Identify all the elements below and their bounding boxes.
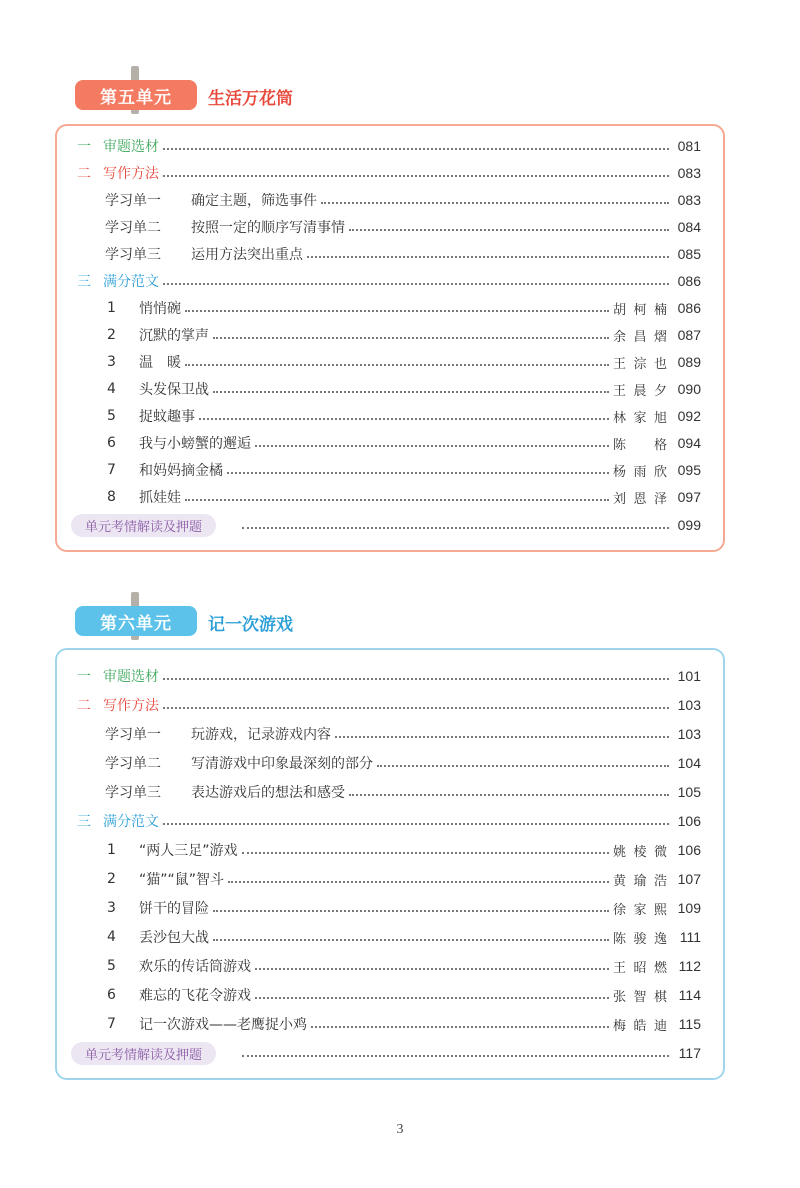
toc-essay-row[interactable] — [107, 324, 701, 346]
section-number: 三 — [77, 814, 91, 830]
section-number: 二 — [77, 166, 91, 182]
page-ref: 086 — [677, 300, 701, 316]
leader-dots — [349, 794, 669, 796]
leader-dots — [213, 910, 609, 912]
essay-title: 记一次游戏——老鹰捉小鸡 — [139, 1017, 307, 1033]
essay-title: “猫”“鼠”智斗 — [139, 872, 225, 888]
leader-dots — [242, 852, 609, 854]
essay-author: 姚棱微 — [613, 844, 667, 860]
leader-dots — [213, 939, 609, 941]
toc-essay-row[interactable] — [107, 378, 701, 400]
lesson-text: 玩游戏，记录游戏内容 — [191, 727, 331, 743]
lesson-key: 学习单一 — [105, 727, 161, 743]
leader-dots — [255, 968, 609, 970]
page-ref: 099 — [677, 517, 701, 533]
page-ref: 104 — [677, 755, 701, 771]
leader-dots — [228, 881, 609, 883]
lesson-key: 学习单三 — [105, 785, 161, 801]
page-ref: 101 — [677, 668, 701, 684]
section-label: 审题选材 — [103, 139, 159, 155]
unit6-title: 记一次游戏 — [208, 615, 293, 635]
lesson-text: 表达游戏后的想法和感受 — [191, 785, 345, 801]
leader-dots — [185, 499, 609, 501]
page-ref: 095 — [677, 462, 701, 478]
lesson-text: 按照一定的顺序写清事情 — [191, 220, 345, 236]
toc-essay-row[interactable] — [107, 926, 701, 948]
section-number: 三 — [77, 274, 91, 290]
page-ref: 084 — [677, 219, 701, 235]
lesson-text: 写清游戏中印象最深刻的部分 — [191, 756, 373, 772]
page-ref: 089 — [677, 354, 701, 370]
essay-title: 温 暖 — [139, 355, 181, 371]
toc-section-row[interactable] — [77, 665, 701, 687]
essay-author: 林家旭 — [613, 410, 667, 426]
toc-unit-review-row[interactable] — [71, 514, 701, 536]
essay-title: 和妈妈摘金橘 — [139, 463, 223, 479]
leader-dots — [321, 202, 669, 204]
essay-number: 5 — [107, 408, 116, 424]
essay-author: 余昌熠 — [613, 329, 667, 345]
leader-dots — [307, 256, 669, 258]
leader-dots — [199, 418, 609, 420]
toc-essay-row[interactable] — [107, 955, 701, 977]
toc-essay-row[interactable] — [107, 432, 701, 454]
toc-essay-row[interactable] — [107, 297, 701, 319]
toc-lesson-row[interactable] — [105, 752, 701, 774]
toc-essay-row[interactable] — [107, 1013, 701, 1035]
essay-number: 3 — [107, 900, 116, 916]
leader-dots — [185, 310, 609, 312]
essay-author: 陈骏逸 — [613, 931, 667, 947]
page-ref: 085 — [677, 246, 701, 262]
essay-title: 捉蚊趣事 — [139, 409, 195, 425]
unit-review-pill: 单元考情解读及押题 — [71, 514, 216, 537]
toc-lesson-row[interactable] — [105, 781, 701, 803]
section-number: 二 — [77, 698, 91, 714]
page-ref: 117 — [678, 1045, 701, 1061]
toc-lesson-row[interactable] — [105, 243, 701, 265]
leader-dots — [213, 391, 609, 393]
page-ref: 094 — [677, 435, 701, 451]
leader-dots — [349, 229, 669, 231]
lesson-text: 确定主题，筛选事件 — [191, 193, 317, 209]
leader-dots — [163, 148, 669, 150]
leader-dots — [185, 364, 609, 366]
essay-number: 7 — [107, 462, 116, 478]
essay-title: 欢乐的传话筒游戏 — [139, 959, 251, 975]
toc-unit-review-row[interactable] — [71, 1042, 701, 1064]
essay-author: 梅皓迪 — [613, 1018, 667, 1034]
leader-dots — [377, 765, 669, 767]
section-number: 一 — [77, 669, 91, 685]
lesson-key: 学习单二 — [105, 220, 161, 236]
essay-author: 徐家熙 — [613, 902, 667, 918]
toc-section-row[interactable] — [77, 810, 701, 832]
toc-lesson-row[interactable] — [105, 723, 701, 745]
lesson-key: 学习单二 — [105, 756, 161, 772]
essay-author: 黄瑜浩 — [613, 873, 667, 889]
page-ref: 111 — [679, 929, 701, 945]
essay-number: 1 — [107, 842, 116, 858]
unit5-toc-box — [55, 124, 725, 552]
page-ref: 115 — [678, 1016, 701, 1032]
essay-title: 我与小螃蟹的邂逅 — [139, 436, 251, 452]
unit6-tag: 第六单元 — [75, 606, 197, 636]
section-label: 审题选材 — [103, 669, 159, 685]
leader-dots — [163, 678, 669, 680]
essay-title: 抓娃娃 — [139, 490, 181, 506]
section-label: 写作方法 — [103, 166, 159, 182]
essay-number: 5 — [107, 958, 116, 974]
leader-dots — [255, 445, 609, 447]
essay-author: 王淙也 — [613, 356, 667, 372]
page-number: 3 — [396, 1122, 404, 1137]
lesson-key: 学习单三 — [105, 247, 161, 263]
page-ref: 097 — [677, 489, 701, 505]
toc-lesson-row[interactable] — [105, 216, 701, 238]
lesson-text: 运用方法突出重点 — [191, 247, 303, 263]
essay-author: 刘恩泽 — [613, 491, 667, 507]
toc-lesson-row[interactable] — [105, 189, 701, 211]
page-ref: 106 — [677, 813, 701, 829]
page-ref: 114 — [678, 987, 701, 1003]
page-ref: 105 — [677, 784, 701, 800]
page-ref: 092 — [677, 408, 701, 424]
page-ref: 103 — [677, 697, 701, 713]
leader-dots — [213, 337, 609, 339]
leader-dots — [255, 997, 609, 999]
essay-title: 头发保卫战 — [139, 382, 209, 398]
essay-author: 胡柯楠 — [613, 302, 667, 318]
page-ref: 106 — [677, 842, 701, 858]
page-ref: 086 — [677, 273, 701, 289]
toc-section-row[interactable] — [77, 694, 701, 716]
toc-essay-row[interactable] — [107, 459, 701, 481]
unit5-title: 生活万花筒 — [208, 89, 293, 109]
leader-dots — [163, 175, 669, 177]
unit6-toc-box — [55, 648, 725, 1080]
toc-essay-row[interactable] — [107, 486, 701, 508]
essay-number: 7 — [107, 1016, 116, 1032]
leader-dots — [242, 527, 669, 529]
essay-number: 1 — [107, 300, 116, 316]
essay-title: 悄悄碗 — [139, 301, 181, 317]
essay-title: 丢沙包大战 — [139, 930, 209, 946]
essay-title: 饼干的冒险 — [139, 901, 209, 917]
essay-author: 张智棋 — [613, 989, 667, 1005]
toc-essay-row[interactable] — [107, 405, 701, 427]
toc-essay-row[interactable] — [107, 984, 701, 1006]
page-ref: 083 — [677, 192, 701, 208]
unit-review-pill: 单元考情解读及押题 — [71, 1042, 216, 1065]
leader-dots — [227, 472, 609, 474]
page-ref: 090 — [677, 381, 701, 397]
page-ref: 103 — [677, 726, 701, 742]
section-label: 满分范文 — [103, 814, 159, 830]
essay-title: 难忘的飞花令游戏 — [139, 988, 251, 1004]
essay-number: 4 — [107, 381, 116, 397]
page-ref: 112 — [678, 958, 701, 974]
section-number: 一 — [77, 139, 91, 155]
page-ref: 087 — [677, 327, 701, 343]
essay-number: 4 — [107, 929, 116, 945]
essay-title: 沉默的掌声 — [139, 328, 209, 344]
toc-essay-row[interactable] — [107, 839, 701, 861]
section-label: 写作方法 — [103, 698, 159, 714]
leader-dots — [163, 283, 669, 285]
toc-section-row[interactable] — [77, 135, 701, 157]
lesson-key: 学习单一 — [105, 193, 161, 209]
essay-number: 6 — [107, 987, 116, 1003]
section-label: 满分范文 — [103, 274, 159, 290]
essay-number: 2 — [107, 871, 116, 887]
page-ref: 109 — [677, 900, 701, 916]
leader-dots — [242, 1055, 669, 1057]
toc-section-row[interactable] — [77, 270, 701, 292]
toc-essay-row[interactable] — [107, 868, 701, 890]
unit5-tag: 第五单元 — [75, 80, 197, 110]
essay-author: 王昭燃 — [613, 960, 667, 976]
page-ref: 107 — [677, 871, 701, 887]
toc-essay-row[interactable] — [107, 351, 701, 373]
essay-author: 陈格 — [613, 437, 667, 453]
essay-number: 6 — [107, 435, 116, 451]
essay-author: 杨雨欣 — [613, 464, 667, 480]
essay-number: 2 — [107, 327, 116, 343]
toc-essay-row[interactable] — [107, 897, 701, 919]
essay-author: 王晨夕 — [613, 383, 667, 399]
page-ref: 083 — [677, 165, 701, 181]
essay-title: “两人三足”游戏 — [139, 843, 238, 859]
essay-number: 8 — [107, 489, 116, 505]
leader-dots — [311, 1026, 609, 1028]
leader-dots — [335, 736, 669, 738]
leader-dots — [163, 707, 669, 709]
toc-section-row[interactable] — [77, 162, 701, 184]
essay-number: 3 — [107, 354, 116, 370]
leader-dots — [163, 823, 669, 825]
page-ref: 081 — [677, 138, 701, 154]
